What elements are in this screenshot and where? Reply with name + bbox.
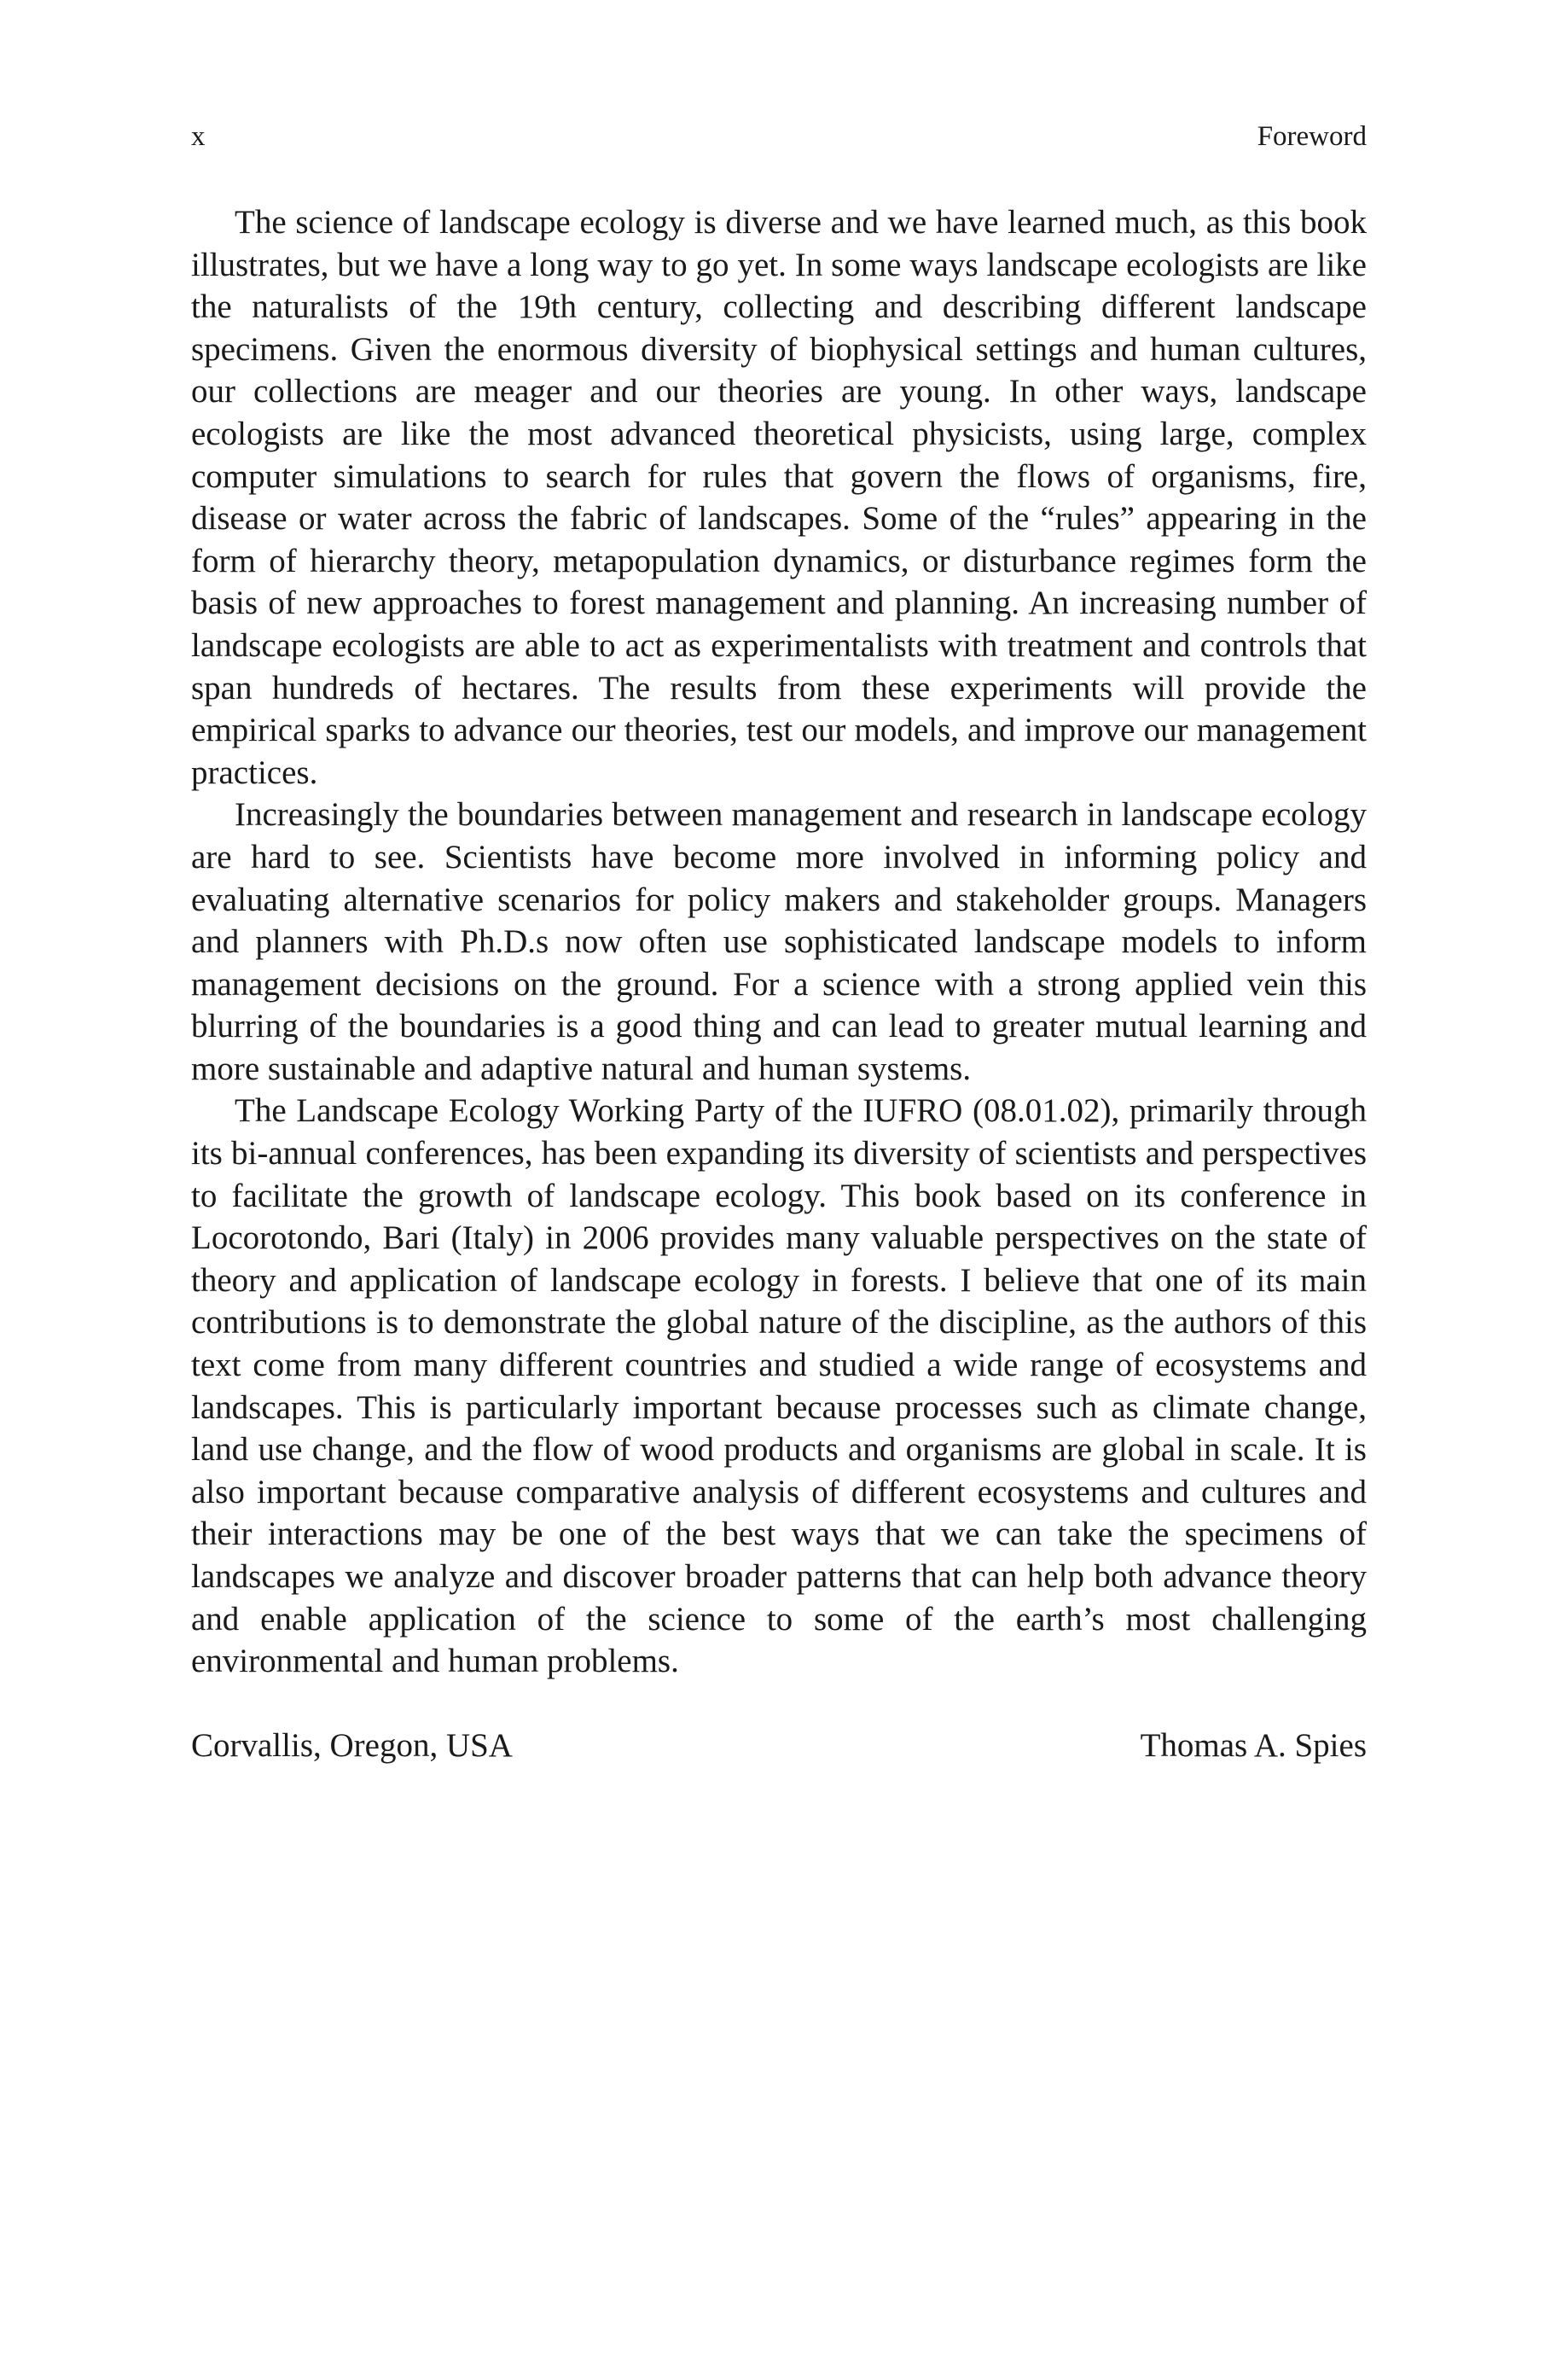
foreword-body xyxy=(191,201,1367,1683)
signature-author: Thomas A. Spies xyxy=(1140,1726,1367,1764)
paragraph-1: The science of landscape ecology is diverse and we have learned much, as this book illustrates, but we have a long way to go yet. In some ways landscape ecologists are like the naturalists of the 19th century, collecting and describing different landscape specimens. Given the enormous diversity of biophysical settings and human cultures, our collections are meager and our theories are young. In other ways, landscape ecologists are like the most advanced theoretical physicists, using large, complex computer simulations to search for rules that govern the flows of organisms, fire, disease or water across the fabric of landscapes. Some of the “rules” appearing in the form of hierarchy theory, metapopulation dynamics, or disturbance regimes form the basis of new approaches to forest management and planning. An increasing number of landscape ecologists are able to act as experimentalists with treatment and controls that span hundreds of hectares. The results from these experiments will provide the empirical sparks to advance our theories, test our models, and improve our management practices. xyxy=(191,204,1367,791)
paragraph-2: Increasingly the boundaries between management and research in landscape ecology are hard to see. Scientists have become more involved in informing policy and evaluating alternative scenarios for policy makers and stakeholder groups. Managers and planners with Ph.D.s now often use sophisticated landscape models to inform management decisions on the ground. For a science with a strong applied vein this blurring of the boundaries is a good thing and can lead to greater mutual learning and more sustainable and adaptive natural and human systems. xyxy=(191,796,1367,1087)
paragraph-3: The Landscape Ecology Working Party of the IUFRO (08.01.02), primarily through its bi-annual conferences, has been expanding its diversity of scientists and perspectives to facilitate the growth of landscape ecology. This book based on its conference in Locorotondo, Bari (Italy) in 2006 provides many valuable perspectives on the state of theory and application of landscape ecology in forests. I believe that one of its main contributions is to demonstrate the global nature of the discipline, as the authors of this text come from many different countries and studied a wide range of ecosystems and landscapes. This is particularly important because processes such as climate change, land use change, and the flow of wood products and organisms are global in scale. It is also important because comparative analysis of different ecosystems and cultures and their interactions may be one of the best ways that we can take the specimens of landscapes we analyze and discover broader patterns that can help both advance theory and enable application of the science to some of the earth’s most challenging environmental and human problems. xyxy=(191,1092,1367,1680)
section-title: Foreword xyxy=(1257,121,1367,152)
running-head xyxy=(191,119,1367,154)
page-number: x xyxy=(191,121,206,152)
book-page xyxy=(191,119,1367,1766)
signature-location: Corvallis, Oregon, USA xyxy=(191,1726,513,1764)
signature-line xyxy=(191,1725,1367,1767)
